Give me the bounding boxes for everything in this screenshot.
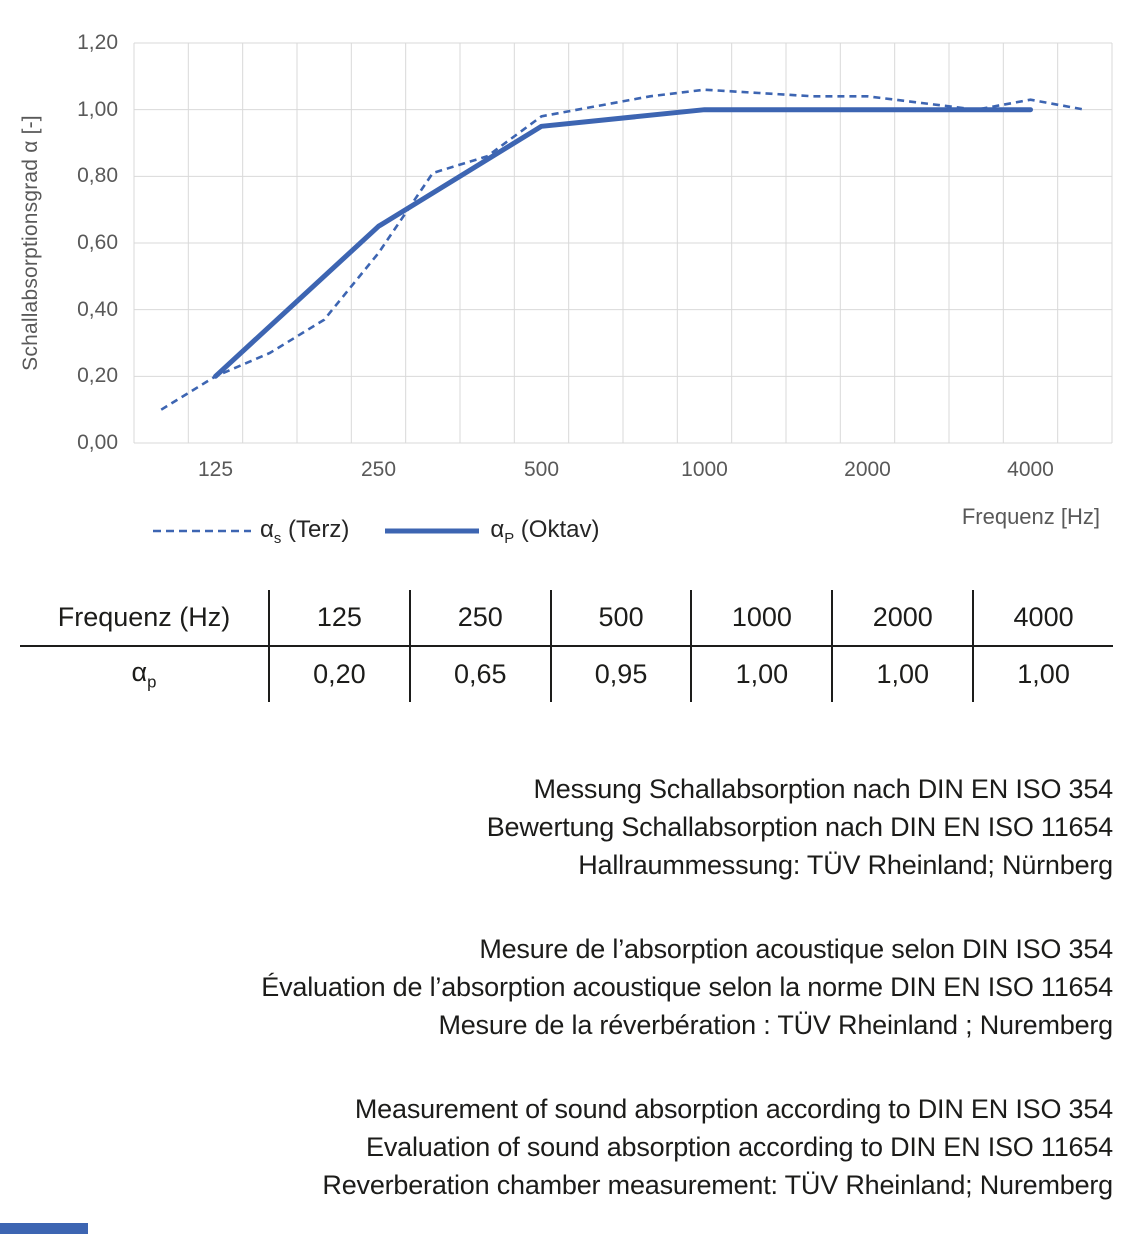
legend-oktav-label: $\alpha_P$ (Oktav) — [490, 516, 600, 547]
y-axis-tick-labels — [30, 0, 118, 460]
y-tick-label: 0,60 — [77, 231, 118, 254]
table-header-cell: 500 — [550, 590, 691, 645]
absorption-table — [20, 590, 1113, 702]
y-axis-title: Schallabsorptionsgrad α [-] — [19, 115, 42, 371]
table-value-cell: 0,65 — [409, 647, 550, 702]
x-tick-label: 250 — [360, 458, 397, 481]
legend-item-oktav — [383, 516, 599, 547]
chart-legend — [153, 516, 599, 547]
y-tick-label: 1,00 — [77, 97, 118, 121]
brand-footer-bar — [0, 1223, 88, 1234]
terz-dashed-swatch — [153, 527, 251, 535]
table-row-label: $\alpha_p$ — [131, 656, 157, 692]
y-tick-label: 0,80 — [77, 164, 118, 188]
table-header-cell: 250 — [409, 590, 550, 645]
note-line: Mesure de l’absorption acoustique selon DIN ISO 354 — [479, 934, 1113, 964]
note-english — [322, 1090, 1113, 1204]
y-tick-label: 0,40 — [77, 297, 118, 321]
y-tick-label: 0,20 — [77, 364, 118, 388]
table-value-cell: 1,00 — [690, 647, 831, 702]
note-line: Measurement of sound absorption according to DIN EN ISO 354 — [354, 1094, 1113, 1124]
y-tick-label: 0,00 — [77, 431, 118, 454]
y-tick-label: 1,20 — [77, 31, 118, 54]
table-value-row — [20, 647, 1113, 702]
x-tick-label: 1000 — [681, 458, 728, 481]
x-tick-label: 2000 — [844, 458, 891, 481]
legend-terz-label: $\alpha_s$ (Terz) — [260, 516, 350, 547]
note-line: Messung Schallabsorption nach DIN EN ISO 354 — [533, 774, 1113, 804]
note-line: Hallraummessung: TÜV Rheinland; Nürnberg — [578, 850, 1113, 880]
note-line: Mesure de la réverbération : TÜV Rheinland ; Nuremberg — [438, 1010, 1113, 1040]
table-value-cell: 1,00 — [831, 647, 972, 702]
x-tick-label: 4000 — [1007, 458, 1054, 481]
oktav-solid-swatch — [383, 527, 481, 535]
table-header-cell: 125 — [268, 590, 409, 645]
note-german — [487, 770, 1113, 884]
x-tick-label: 500 — [523, 458, 560, 481]
table-header-cell: 2000 — [831, 590, 972, 645]
table-header-cell: 1000 — [690, 590, 831, 645]
table-value-cell: 0,20 — [268, 647, 409, 702]
table-value-cell: 1,00 — [972, 647, 1113, 702]
table-header-cell: 4000 — [972, 590, 1113, 645]
chart-region — [0, 0, 1135, 560]
plot-svg — [0, 0, 1135, 460]
x-tick-label: 125 — [197, 458, 234, 481]
note-line: Reverberation chamber measurement: TÜV Rheinland; Nuremberg — [322, 1170, 1113, 1200]
table-value-cell: 0,95 — [550, 647, 691, 702]
x-axis-label: Frequenz [Hz] — [961, 504, 1100, 529]
note-line: Évaluation de l’absorption acoustique selon la norme DIN EN ISO 11654 — [261, 972, 1113, 1002]
table-header-row — [20, 590, 1113, 647]
legend-item-terz — [153, 516, 349, 547]
note-french — [261, 930, 1113, 1044]
note-line: Bewertung Schallabsorption nach DIN EN ISO 11654 — [486, 812, 1113, 842]
table-header-cell: Frequenz (Hz) — [57, 602, 231, 632]
note-line: Evaluation of sound absorption according to DIN EN ISO 11654 — [366, 1132, 1113, 1162]
plot-grid — [134, 43, 1112, 443]
